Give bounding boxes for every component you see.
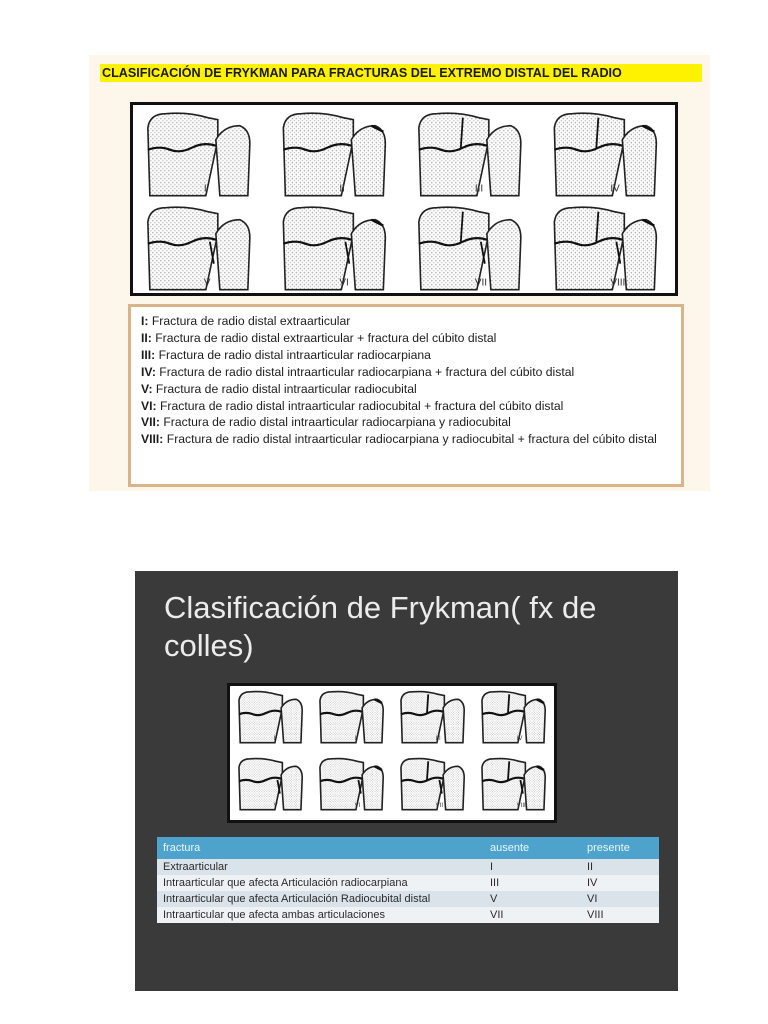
table-cell: I [484,859,581,875]
fracture-figure-II [283,113,385,196]
classification-table [157,837,659,923]
table-cell: Extraarticular [157,859,484,875]
fracture-figure-I [239,692,302,743]
fracture-figure-III [401,692,464,743]
legend-item: VIII: Fractura de radio distal intraarticular radiocarpiana y radiocubital + fractura del cúbito distal [141,432,657,447]
table-cell: Intraarticular que afecta Articulación Radiocubital distal [157,891,484,907]
table-cell: Intraarticular que afecta ambas articulaciones [157,907,484,923]
fracture-illustrations-small [230,686,554,820]
legend-item: II: Fractura de radio distal extraarticular + fractura del cúbito distal [141,330,497,345]
column-header: fractura [157,837,484,859]
fracture-figure-VI [320,759,383,810]
table-header-row [157,837,659,859]
fracture-figure-VII [401,759,464,810]
column-header: ausente [484,837,581,859]
table-cell: VII [484,907,581,923]
legend-item: VI: Fractura de radio distal intraarticular radiocubital + fractura del cúbito distal [141,398,564,413]
type-label: V [273,803,278,810]
fracture-diagram-grid [130,102,678,296]
fracture-figure-VIII [554,207,656,290]
table-row [157,875,659,891]
legend-item: VII: Fractura de radio distal intraarticular radiocarpiana y radiocubital [141,415,511,430]
fracture-figure-IV [482,692,545,743]
table-row [157,859,659,875]
table-cell: Intraarticular que afecta Articulación radiocarpiana [157,875,484,891]
column-header: presente [581,837,659,859]
table-row [157,891,659,907]
type-label: II [339,183,345,195]
table-cell: V [484,891,581,907]
legend-item: IV: Fractura de radio distal intraarticular radiocarpiana + fractura del cúbito distal [141,364,575,379]
type-label: II [354,736,359,743]
type-label: III [474,183,484,195]
legend-box [128,304,684,487]
fracture-figure-V [148,207,250,290]
panel-title: CLASIFICACIÓN DE FRYKMAN PARA FRACTURAS DEL EXTREMO DISTAL DEL RADIO [100,64,702,82]
table-cell: IV [581,875,659,891]
type-label: I [273,736,276,743]
fracture-figure-VI [283,207,385,290]
type-label: VIII [516,803,526,810]
type-label: I [203,183,207,195]
table-cell: II [581,859,659,875]
frykman-chart-panel [89,55,710,491]
fracture-figure-V [239,759,302,810]
presentation-slide [135,571,678,991]
legend-item: V: Fractura de radio distal intraarticular radiocubital [141,381,417,396]
fracture-diagram-grid-small [227,683,557,823]
legend-item: I: Fractura de radio distal extraarticular [141,314,351,328]
type-label: VIII [610,277,626,289]
fracture-illustrations [133,105,675,293]
type-label: VII [474,277,488,289]
table-cell: III [484,875,581,891]
fracture-figure-VIII [482,759,545,810]
type-label: IV [516,736,523,743]
fracture-figure-I [148,113,250,196]
type-label: VI [339,277,349,289]
legend-item: III: Fractura de radio distal intraarticular radiocarpiana [141,347,431,362]
fracture-figure-VII [419,207,521,290]
fracture-figure-II [320,692,383,743]
table-cell: VIII [581,907,659,923]
type-label: IV [610,183,620,195]
table-row [157,907,659,923]
fracture-figure-IV [554,113,656,196]
type-label: V [203,277,211,289]
fracture-figure-III [419,113,521,196]
slide-title: Clasificación de Frykman( fx de colles) [164,590,597,663]
type-label: III [435,736,441,743]
table-cell: VI [581,891,659,907]
type-label: VI [354,803,361,810]
type-label: VII [435,803,444,810]
